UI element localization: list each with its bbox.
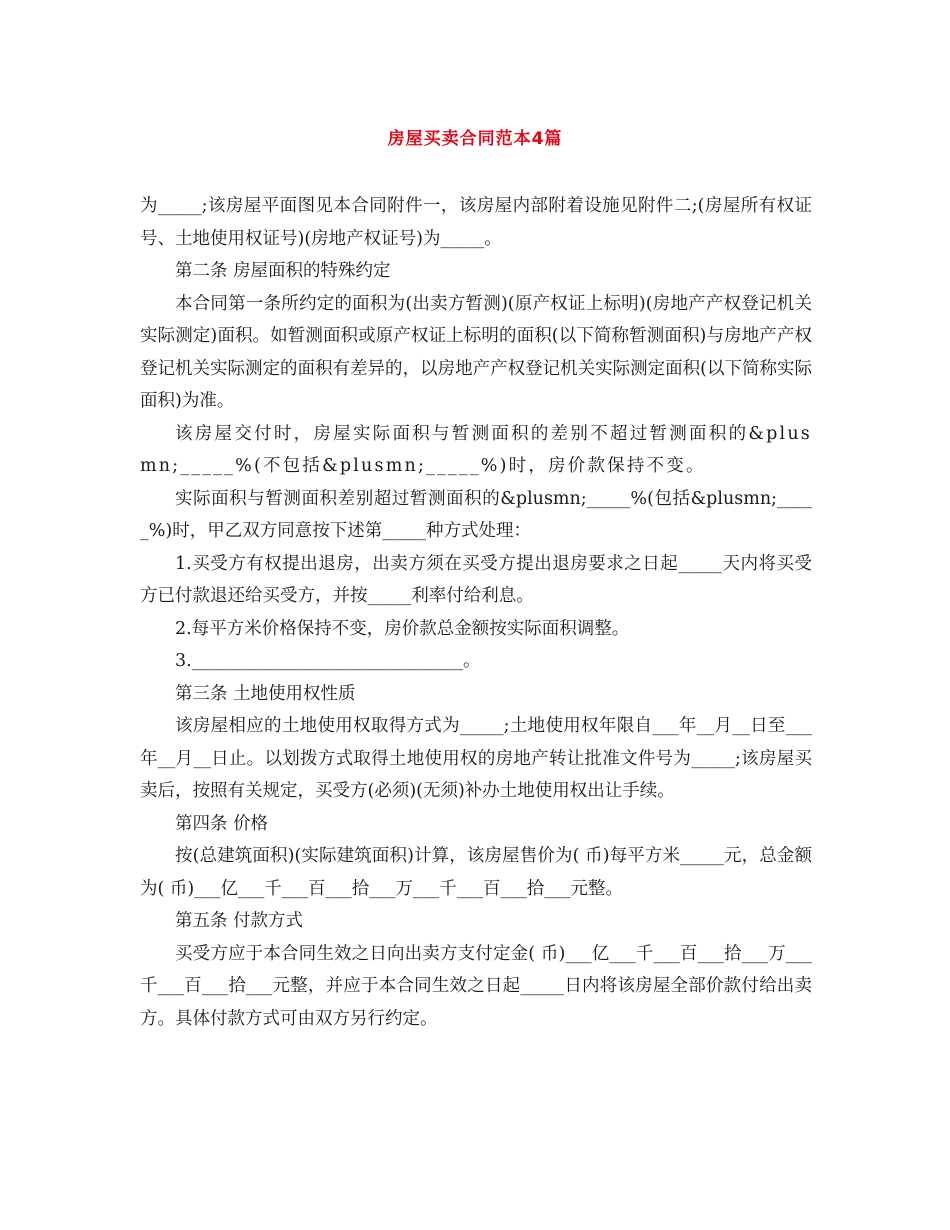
section-heading-5: 第五条 付款方式	[175, 911, 304, 931]
paragraph-intro: 为_____;该房屋平面图见本合同附件一，该房屋内部附着设施见附件二;(房屋所有权证号、土地使用权证号)(房地产权证号)为_____。	[140, 196, 812, 249]
paragraph-area-tolerance: 该房屋交付时，房屋实际面积与暂测面积的差别不超过暂测面积的&plusmn;_____%(不包括&plusmn;_____%)时，房价款保持不变。	[140, 423, 812, 476]
paragraph-area-excess: 实际面积与暂测面积差别超过暂测面积的&plusmn;_____%(包括&plusmn;_____%)时，甲乙双方同意按下述第_____种方式处理：	[140, 488, 812, 541]
document-body	[140, 190, 812, 1035]
paragraph-area-definition: 本合同第一条所约定的面积为(出卖方暂测)(原产权证上标明)(房地产产权登记机关实际测定)面积。如暂测面积或原产权证上标明的面积(以下简称暂测面积)与房地产产权登记机关实际测定的面积有差异的，以房地产产权登记机关实际测定面积(以下简称实际面积)为准。	[140, 293, 812, 411]
section-heading-3: 第三条 土地使用权性质	[175, 683, 356, 704]
paragraph-payment: 买受方应于本合同生效之日向出卖方支付定金( 币)___亿___千___百___拾___万___千___百___拾___元整，并应于本合同生效之日起_____日内将该房屋全部价款付给出卖方。具体付款方式可由双方另行约定。	[140, 943, 812, 1029]
section-heading-2: 第二条 房屋面积的特殊约定	[175, 261, 391, 281]
list-item-option-2: 2.每平方米价格保持不变，房价款总金额按实际面积调整。	[175, 618, 630, 639]
paragraph-price: 按(总建筑面积)(实际建筑面积)计算，该房屋售价为( 币)每平方米_____元，总金额为( 币)___亿___千___百___拾___万___千___百___拾___元整。	[140, 846, 812, 899]
list-item-option-3: 3._______________________________。	[175, 651, 481, 671]
section-heading-4: 第四条 价格	[175, 813, 269, 834]
paragraph-land-use: 该房屋相应的土地使用权取得方式为_____;土地使用权年限自___年__月__日至___年__月__日止。以划拨方式取得土地使用权的房地产转让批准文件号为_____;该房屋买卖后，按照有关规定，买受方(必须)(无须)补办土地使用权出让手续。	[140, 716, 812, 801]
list-item-option-1: 1.买受方有权提出退房，出卖方须在买受方提出退房要求之日起_____天内将买受方已付款退还给买受方，并按_____利率付给利息。	[140, 553, 812, 606]
document-title: 房屋买卖合同范本4篇	[387, 129, 563, 149]
